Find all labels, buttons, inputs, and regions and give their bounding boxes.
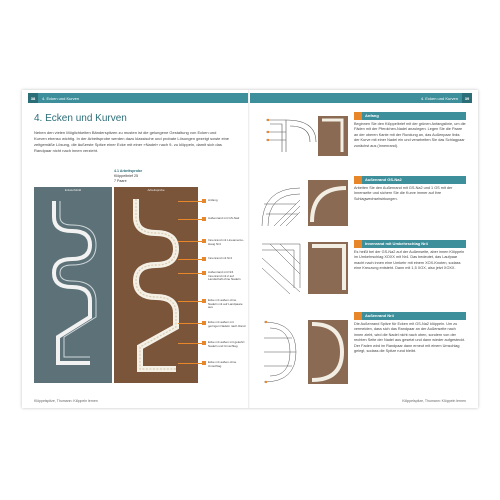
right-page-number: 39 [462, 93, 472, 103]
lace-photo [114, 187, 198, 383]
step-text: Anfang Beginnen Sie den Klöppelbrief mit der grünen Anfangslinie, um die Fäden mit der Pferdchen-Nadel anzulegen. Legen Sie die Paare an der oberen Kante mit der Rundung an, das Außenpaar links der Kurve mit einer Nadel ein und verarbeiten Sie das Schlagpaar zunächst aus (Innenrand). [354, 113, 466, 148]
lace-pattern-drawing [34, 187, 112, 383]
left-page [22, 90, 250, 408]
legend-item: Außenrand mit Nr4 Innenrand mit 2 auf Landschaft ohne Nadeln [202, 271, 246, 282]
leader-line [178, 363, 202, 364]
step-diagram [256, 238, 351, 298]
left-header [28, 93, 250, 103]
leader-line [178, 323, 202, 324]
step-heading: Außenrand GS-Na2 [354, 176, 466, 184]
legend-item: Ecke mit außen mit geringen Nadeln nach Rand [202, 321, 246, 328]
legend-item: Außenrand mit GS-Na2 [202, 217, 239, 221]
legend-item: Ecke mit außen mit gekehrt Nadeln und Umschlag [202, 341, 246, 348]
leader-line [178, 259, 202, 260]
step-heading: Anfang [354, 112, 466, 120]
legend-item: Innenrand mit Nr4 [202, 257, 232, 261]
book-spread [22, 90, 478, 408]
lace-diagram-anfang [256, 112, 351, 160]
right-header [250, 93, 472, 103]
step-heading: Außenrand Nr4 [354, 312, 466, 320]
lace-diagram-nr4 [256, 312, 351, 392]
leader-line [178, 201, 202, 202]
lace-diagram-aussenrand [256, 174, 351, 230]
legend [202, 187, 246, 383]
lace-photo-caption: Arbeitsprobe [147, 188, 165, 192]
left-footer: Klöppelspitze, Thumann: Klöppeln lernen [34, 399, 98, 403]
left-header-title: 4. Ecken und Kurven [42, 95, 80, 101]
step-diagram [256, 174, 351, 230]
figure-label [114, 169, 142, 184]
chapter-title: 4. Ecken und Kurven [34, 113, 127, 124]
right-footer: Klöppelspitze, Thumann: Klöppeln lernen [402, 399, 466, 403]
legend-item: Ecke mit außen ohne Nadeln mit auf Landpaare aus [202, 299, 246, 310]
leader-line [178, 219, 202, 220]
legend-item: Ecke mit außen ohne Umschlag [202, 361, 246, 368]
right-page [250, 90, 478, 408]
step-text: Außenrand GS-Na2 Arbeiten Sie den Außenrand mit GS-Na2 und 1 GS mit der Innenseite und sichern Sie die Kurve immer auf ihre Schlagwechselwirkungen. [354, 176, 466, 202]
legend-item: Innenrand mit Lineamento-Haug Nr4 [202, 239, 246, 246]
leader-line [178, 343, 202, 344]
pattern-photo [34, 187, 112, 383]
leader-line [178, 301, 202, 302]
step-diagram [256, 112, 351, 160]
step-text: Innenrand mit Umkehrschlag Nr4 Es heißt bei der GS-Na2 auf der Außenseite, aber innen Klöppeln im Umkehrschlag XOXX mit Nr4. Das bedeutet, das Laufpaar macht nach innen eine Umkehr mit einem XOX-Knoten, sodass eine Kreuzung entsteht. Dann mit 1,5 XOX, also jetzt XOXX. [354, 241, 465, 271]
lace-sample-drawing [114, 187, 198, 383]
figure-line2: Klöppelbrief 25 [114, 174, 138, 178]
leader-line [178, 241, 202, 242]
step-diagram [256, 312, 351, 392]
left-page-number: 38 [28, 93, 38, 103]
legend-item: Anfang [202, 199, 218, 203]
figure-number: 4.1 Arbeitsprobe [114, 169, 143, 173]
intro-paragraph: Neben den vielen Möglichkeiten Bänderspitzen zu musten ist die gelungene Gestaltung von Ecken und Kurven ebenso wichtig. In der Arbeitsprobe werden dazu klassische und probate Lösungen gezeigt sowie eine zeitgemäße Lösung, die äußerste Spitze einer Ecke mit einer »Nadel« nach 9- zu klöppeln, damit sich das Randpaar nicht nach innen verzieht. [34, 130, 230, 153]
figure-line3: 7 Paare [114, 179, 127, 183]
leader-line [178, 273, 202, 274]
step-heading: Innenrand mit Umkehrschlag Nr4 [354, 240, 466, 248]
lace-diagram-innenrand [256, 238, 351, 298]
pattern-photo-caption: Entwurfsbild [64, 188, 82, 192]
step-text: Außenrand Nr4 Die Außenrand Spitze für Ecken mit GS-Na2 klöppeln. Um zu vermeiden, dass sich das Randpaar an der Außenseite nach innen zieht, wird die Nadel nicht nach oben, sondern von der rechten Seite der Nadel aus gesetzt und dann wieder aufgesteckt. Der Faden wird im Randpaar dann erneut mit einem Umschlag gelegt, sodass die Spitze rund bleibt. [354, 313, 466, 354]
right-header-title: 4. Ecken und Kurven [420, 95, 458, 101]
